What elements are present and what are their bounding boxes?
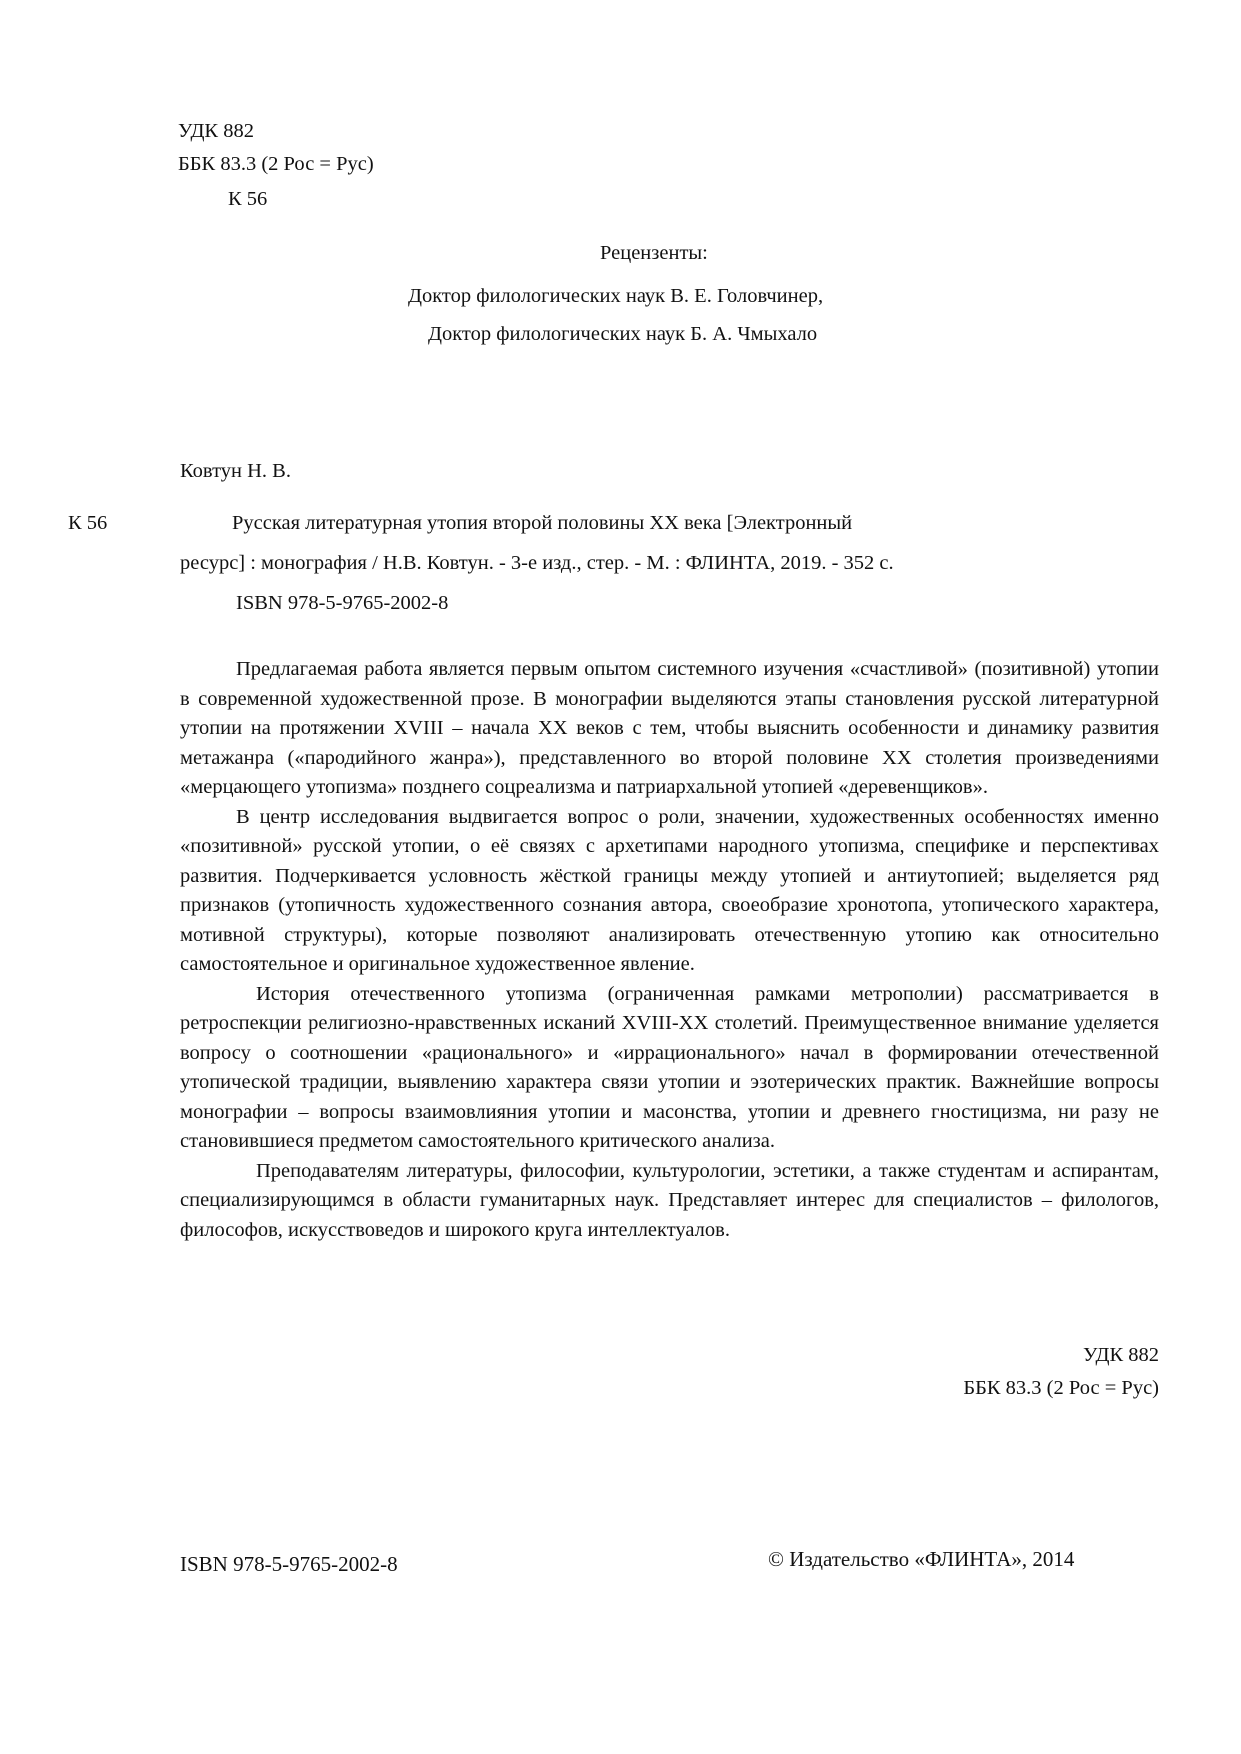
footer-isbn: ISBN 978-5-9765-2002-8 (180, 1552, 398, 1576)
copyright-notice: © Издательство «ФЛИНТА», 2014 (768, 1547, 1075, 1571)
annotation-paragraph: В центр исследования выдвигается вопрос о роли, значении, художественных особенностях именно «позитивной» русской утопии, о её связях с архетипами народного утопизма, специфике и перспективах развития. Подчеркивается условность жёсткой границы между утопией и антиутопией; выделяется ряд признаков (утопичность художественного сознания автора, своеобразие хронотопа, утопического характера, мотивной структуры), которые позволяют анализировать отечественную утопию как относительно самостоятельное и оригинальное художественное явление. (180, 805, 1159, 975)
catalog-title-line-2: ресурс] : монография / Н.В. Ковтун. - 3-е изд., стер. - М. : ФЛИНТА, 2019. - 352 с. (180, 552, 894, 574)
annotation-udk: УДК 882 (1083, 1344, 1159, 1366)
annotation-paragraph: Предлагаемая работа является первым опытом системного изучения «счастливой» (позитивной) утопии в современной художественной прозе. В монографии выделяются этапы становления русской литературной утопии на протяжении XVIII – начала XX веков с тем, чтобы выяснить особенности и динамику развития метажанра («пародийного жанра»), представленного во второй половине XX столетия произведениями «мерцающего утопизма» позднего соцреализма и патриархальной утопией «деревенщиков». (180, 658, 1159, 798)
author-sign: К 56 (228, 188, 268, 210)
annotation (180, 655, 1159, 1245)
annotation-bbk: ББК 83.3 (2 Рос = Рус) (963, 1377, 1159, 1399)
annotation-paragraph: Преподавателям литературы, философии, культурологии, эстетики, а также студентам и аспирантам, специализирующимся в области гуманитарных наук. Представляет интерес для специалистов – филологов, философов, искусствоведов и широкого круга интеллектуалов. (180, 1159, 1159, 1241)
catalog-isbn: ISBN 978-5-9765-2002-8 (236, 592, 449, 614)
annotation-paragraph: История отечественного утопизма (ограниченная рамками метрополии) рассматривается в ретроспекции религиозно-нравственных исканий XVIII-XX столетий. Преимущественное внимание уделяется вопросу о соотношении «рационального» и «иррационального» начал в формировании отечественной утопической традиции, выявлению характера связи утопии и эзотерических практик. Важнейшие вопросы монографии – вопросы взаимовлияния утопии и масонства, утопии и древнего гностицизма, ни разу не становившиеся предметом самостоятельного критического анализа. (180, 982, 1159, 1152)
reviewer-name: Доктор филологических наук В. Е. Головчинер, (408, 285, 824, 307)
catalog-author: Ковтун Н. В. (180, 460, 291, 482)
reviewers-heading: Рецензенты: (600, 242, 708, 264)
bbk-code: ББК 83.3 (2 Рос = Рус) (178, 153, 374, 175)
udk-code: УДК 882 (178, 120, 254, 142)
reviewer-name: Доктор филологических наук Б. А. Чмыхало (428, 323, 818, 345)
catalog-title-line-1: Русская литературная утопия второй половины XX века [Электронный (232, 512, 853, 534)
catalog-sign: К 56 (68, 512, 108, 534)
